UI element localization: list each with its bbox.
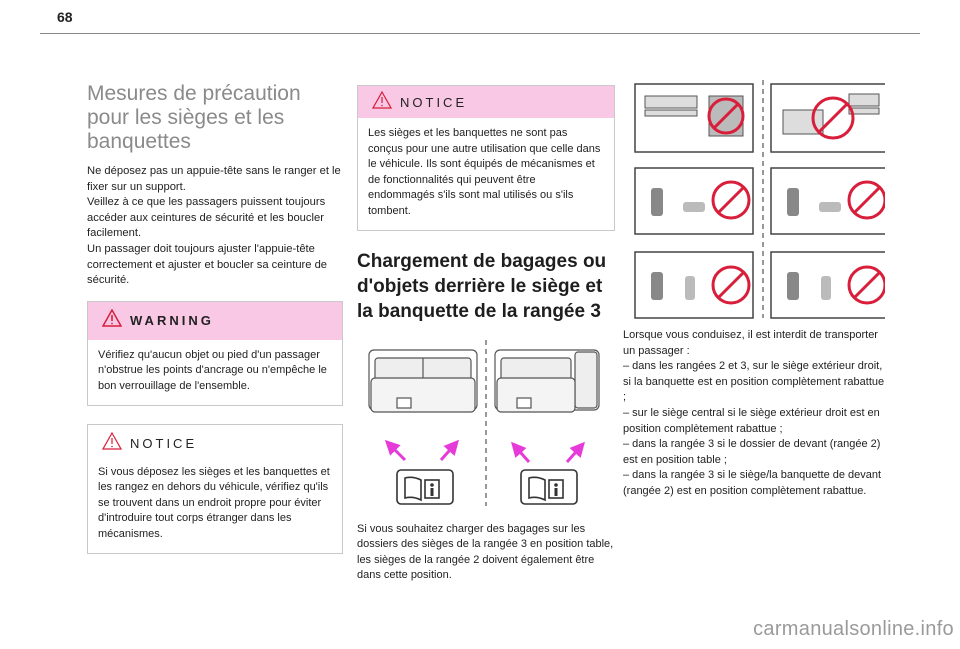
list-item: – dans la rangée 3 si le siège/la banquette de devant (rangée 2) est en position complètement rabattue. <box>623 469 882 497</box>
passenger-prohibition-illustration <box>623 80 885 320</box>
column-middle <box>357 85 615 584</box>
warning-header <box>88 302 342 340</box>
watermark: carmanualsonline.info <box>753 618 954 640</box>
notice-text: Si vous déposez les sièges et les banquettes et les rangez en dehors du véhicule, vérifiez qu'ils se trouvent dans un endroit propre pour éviter d'introduire tout corps étranger dans les mécanismes. <box>98 465 330 540</box>
notice-box <box>87 424 343 554</box>
notice-triangle-icon <box>102 432 122 455</box>
notice-text: Les sièges et les banquettes ne sont pas conçus pour une autre utilisation que celle dans le véhicule. Ils sont équipés de mécanismes et de fonctionnalités qui peuvent être endommagés s'ils sont mal utilisés ou s'ils tombent. <box>368 127 601 217</box>
page-number: 68 <box>57 9 73 25</box>
warning-triangle-icon <box>102 309 122 332</box>
column-right <box>623 80 885 500</box>
section-title-loading: Chargement de bagages ou d'objets derrière le siège et la banquette de la rangée 3 <box>357 250 607 322</box>
paragraph: Ne déposez pas un appuie-tête sans le ranger et le fixer sur un support. <box>87 165 341 193</box>
warning-box <box>87 301 343 406</box>
passenger-intro: Lorsque vous conduisez, il est interdit de transporter un passager : <box>623 329 878 357</box>
paragraph: Veillez à ce que les passagers puissent toujours accéder aux ceintures de sécurité et les boucler facilement. <box>87 196 326 240</box>
list-item: – dans la rangée 3 si le dossier de devant (rangée 2) est en position table ; <box>623 438 881 466</box>
notice-triangle-icon <box>372 91 392 114</box>
notice-header <box>88 425 342 463</box>
paragraph: Un passager doit toujours ajuster l'appuie-tête correctement et ajuster et boucler sa ceinture de sécurité. <box>87 242 328 287</box>
notice-title: NOTICE <box>130 436 198 452</box>
loading-caption: Si vous souhaitez charger des bagages sur les dossiers des sièges de la rangée 3 en position table, les sièges de la rangée 2 doivent également être dans cette position. <box>357 522 614 582</box>
notice-title: NOTICE <box>400 94 468 110</box>
notice-header <box>358 86 614 118</box>
notice-box <box>357 85 615 231</box>
luggage-illustration <box>357 338 615 508</box>
section-title-precautions: Mesures de précaution pour les sièges et les banquettes <box>87 82 301 153</box>
warning-title: WARNING <box>130 313 214 329</box>
header-divider <box>40 33 920 34</box>
list-item: – dans les rangées 2 et 3, sur le siège extérieur droit, si la banquette est en position complètement rabattue ; <box>623 360 885 404</box>
list-item: – sur le siège central si le siège extérieur droit est en position complètement rabattue ; <box>623 406 880 435</box>
warning-text: Vérifiez qu'aucun objet ou pied d'un passager n'obstrue les points d'ancrage ou n'empêche le bon verrouillage de l'ensemble. <box>98 348 327 392</box>
column-left <box>87 82 343 554</box>
